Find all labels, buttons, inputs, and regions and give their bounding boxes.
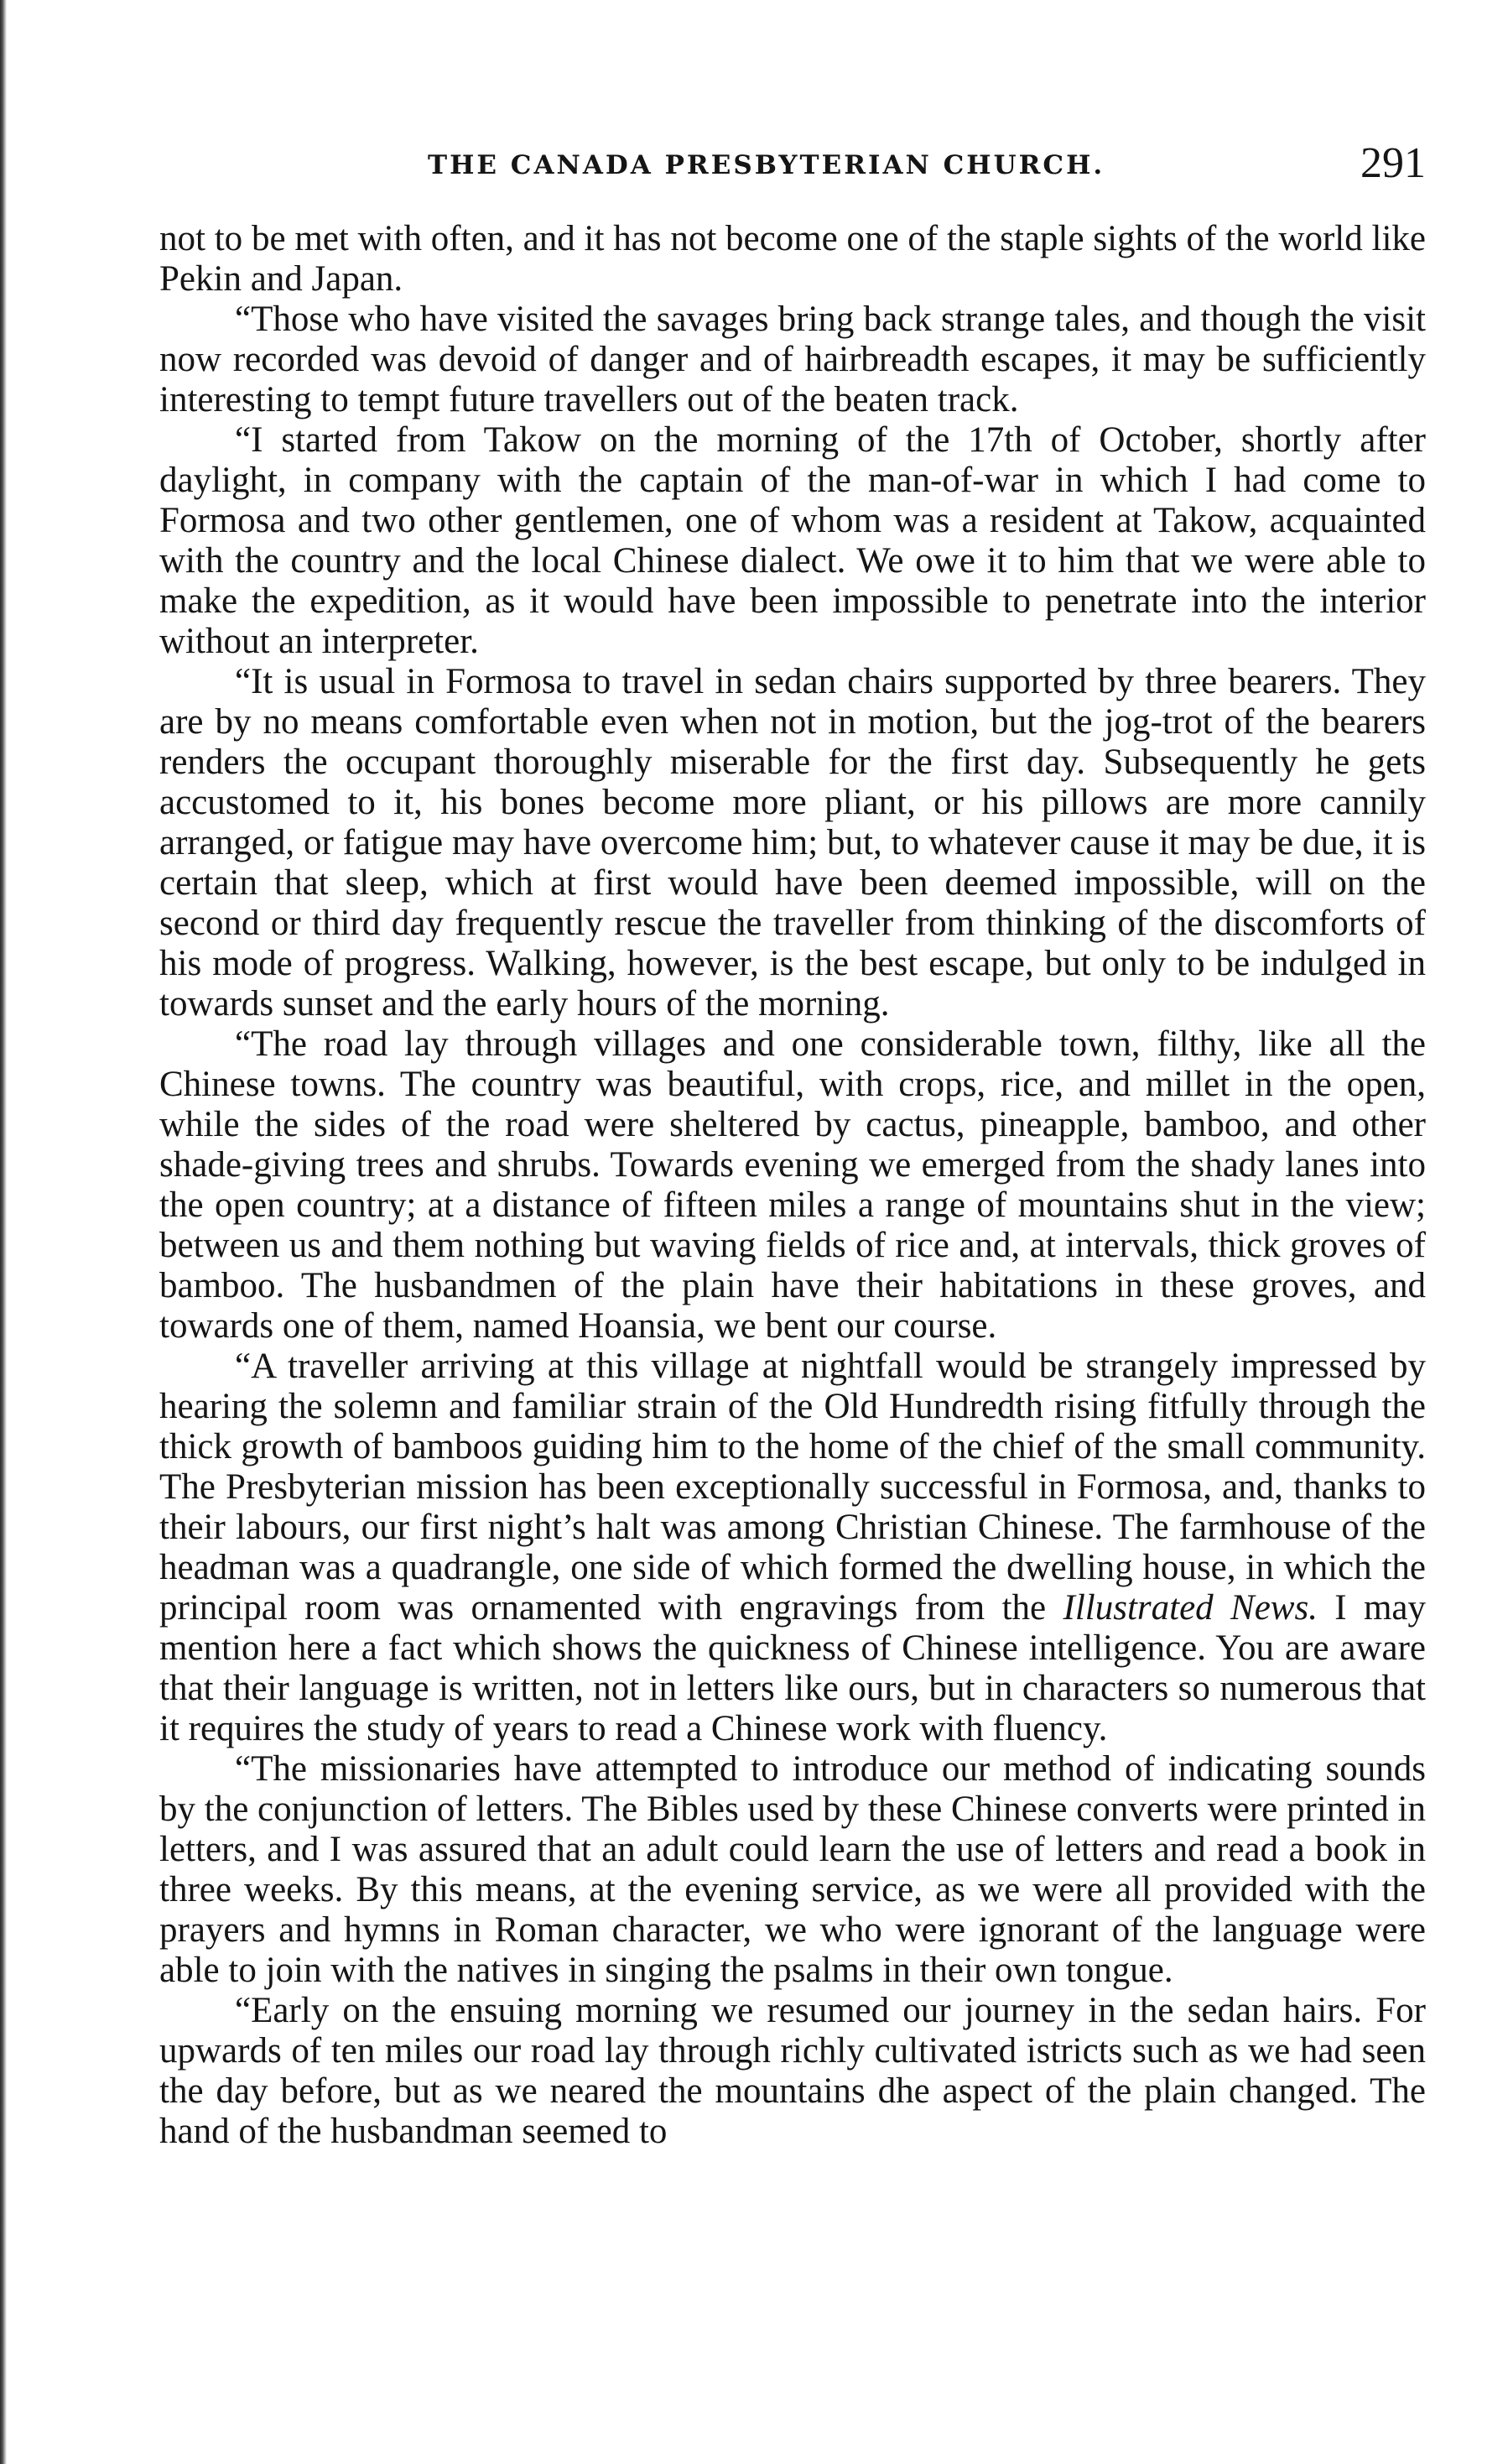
body-text [159, 219, 1426, 2152]
running-head [159, 138, 1426, 189]
paragraph-4: “It is usual in Formosa to travel in sedan chairs supported by three bearers. They are by no means comfortable even when not in motion, but the jog-trot of the bearers renders the occupant thoroughly miserable for the first day. Subsequently he gets accustomed to it, his bones become more pliant, or his pillows are more cannily arranged, or fatigue may have overcome him; but, to whatever cause it may be due, it is certain that sleep, which at first would have been deemed impossible, will on the second or third day frequently rescue the traveller from thinking of the discomforts of his mode of progress. Walking, however, is the best escape, but only to be indulged in towards sunset and the early hours of the morning. [159, 662, 1426, 1024]
paragraph-6 [159, 1347, 1426, 1749]
paragraph-1: not to be met with often, and it has not become one of the staple sights of the world like Pekin and Japan. [159, 219, 1426, 299]
italic-publication-title: Illustrated News. [1063, 1588, 1318, 1628]
book-page [159, 138, 1426, 2152]
paragraph-8: “Early on the ensuing morning we resumed our journey in the sedan hairs. For upwards of ten miles our road lay through richly cultivated istricts such as we had seen the day before, but as we neared the mountains dhe aspect of the plain changed. The hand of the husbandman seemed to [159, 1991, 1426, 2151]
paragraph-6-text-after: I may mention here a fact which shows the quickness of Chinese intelligence. You are aware that their language is written, not in letters like ours, but in characters so numerous that it requires the study of years to read a Chinese work with fluency. [159, 1588, 1427, 1748]
paragraph-5: “The road lay through villages and one considerable town, filthy, like all the Chinese towns. The country was beautiful, with crops, rice, and millet in the open, while the sides of the road were sheltered by cactus, pineapple, bamboo, and other shade-giving trees and shrubs. Towards evening we emerged from the shady lanes into the open country; at a distance of fifteen miles a range of mountains shut in the view; between us and them nothing but waving fields of rice and, at intervals, thick groves of bamboo. The husbandmen of the plain have their habitations in these groves, and towards one of them, named Hoansia, we bent our course. [159, 1024, 1426, 1346]
page-number: 291 [1360, 139, 1426, 187]
running-head-title: THE CANADA PRESBYTERIAN CHURCH. [428, 150, 1105, 180]
paragraph-3: “I started from Takow on the morning of the 17th of October, shortly after daylight, in company with the captain of the man-of-war in which I had come to Formosa and two other gentlemen, one of whom was a resident at Takow, acquainted with the country and the local Chinese dialect. We owe it to him that we were able to make the expedition, as it would have been impossible to penetrate into the interior without an interpreter. [159, 420, 1426, 661]
paragraph-6-text-before: “A traveller arriving at this village at nightfall would be strangely impressed by hearing the solemn and familiar strain of the Old Hundredth rising fitfully through the thick growth of bamboos guiding him to the home of the chief of the small community. The Presbyterian mission has been exceptionally successful in Formosa, and, thanks to their labours, our first night’s halt was among Christian Chinese. The farmhouse of the headman was a quadrangle, one side of which formed the dwelling house, in which the principal room was ornamented with engravings from the [159, 1347, 1426, 1628]
paragraph-2: “Those who have visited the savages bring back strange tales, and though the visit now recorded was devoid of danger and of hairbreadth escapes, it may be sufficiently interesting to tempt future travellers out of the beaten track. [159, 300, 1426, 419]
paragraph-7: “The missionaries have attempted to introduce our method of indicating sounds by the conjunction of letters. The Bibles used by these Chinese converts were printed in letters, and I was assured that an adult could learn the use of letters and read a book in three weeks. By this means, at the evening service, as we were all provided with the prayers and hymns in Roman character, we who were ignorant of the language were able to join with the natives in singing the psalms in their own tongue. [159, 1749, 1426, 1990]
page-binding-edge [0, 0, 7, 2464]
